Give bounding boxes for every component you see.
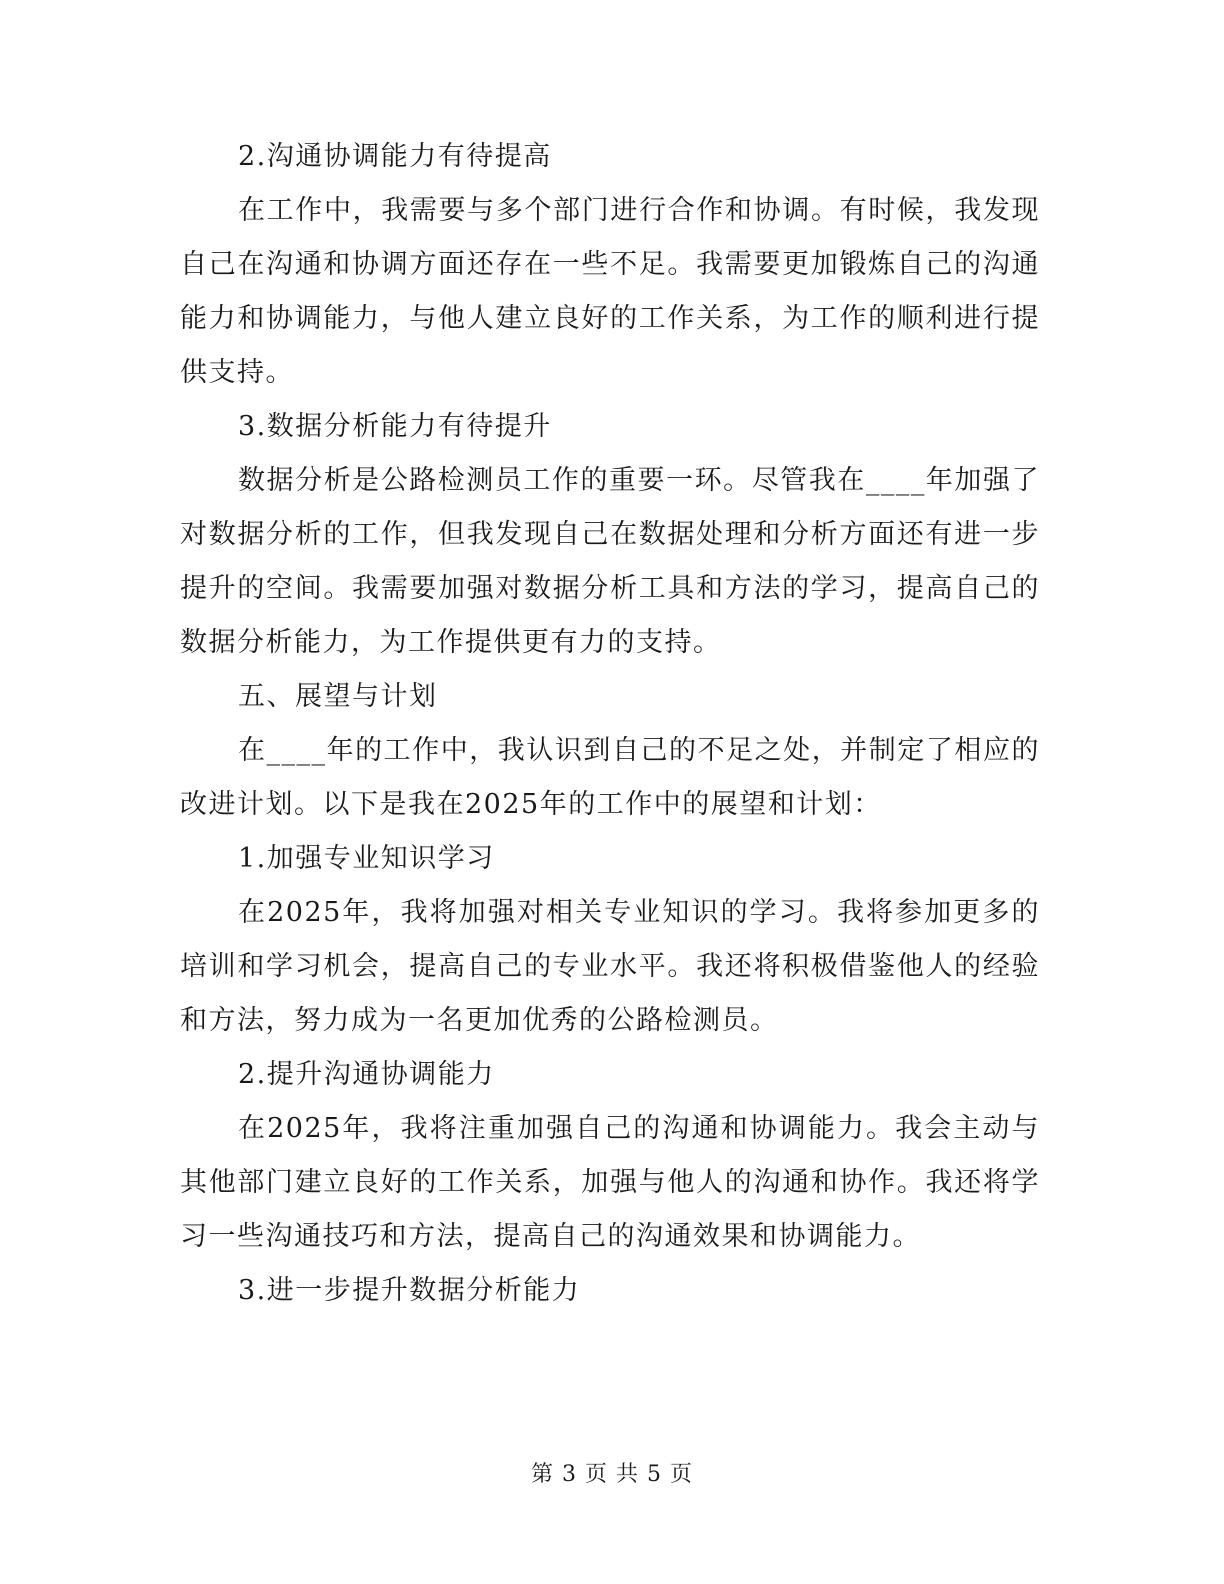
paragraph-outlook-intro: 在____年的工作中，我认识到自己的不足之处，并制定了相应的改进计划。以下是我在2025年的工作中的展望和计划： [180,735,1040,820]
heading-data-analysis-weakness: 3.数据分析能力有待提升 [238,411,552,442]
heading-improve-data-analysis: 3.进一步提升数据分析能力 [238,1275,581,1306]
heading-improve-communication: 2.提升沟通协调能力 [238,1059,495,1090]
section-heading-outlook-plan: 五、展望与计划 [238,681,438,712]
document-body [180,130,1040,1318]
paragraph-data-analysis-weakness: 数据分析是公路检测员工作的重要一环。尽管我在____年加强了对数据分析的工作，但我发现自己在数据处理和分析方面还有进一步提升的空间。我需要加强对数据分析工具和方法的学习，提高自己的数据分析能力，为工作提供更有力的支持。 [180,465,1040,658]
paragraph-communication-weakness: 在工作中，我需要与多个部门进行合作和协调。有时候，我发现自己在沟通和协调方面还存在一些不足。我需要更加锻炼自己的沟通能力和协调能力，与他人建立良好的工作关系，为工作的顺利进行提供支持。 [180,195,1040,388]
page-footer: 第 3 页 共 5 页 [531,1462,693,1487]
paragraph-professional-learning: 在2025年，我将加强对相关专业知识的学习。我将参加更多的培训和学习机会，提高自己的专业水平。我还将积极借鉴他人的经验和方法，努力成为一名更加优秀的公路检测员。 [180,897,1040,1036]
heading-communication-weakness: 2.沟通协调能力有待提高 [238,141,552,172]
paragraph-improve-communication: 在2025年，我将注重加强自己的沟通和协调能力。我会主动与其他部门建立良好的工作关系，加强与他人的沟通和协作。我还将学习一些沟通技巧和方法，提高自己的沟通效果和协调能力。 [180,1113,1040,1252]
heading-professional-learning: 1.加强专业知识学习 [238,843,495,874]
